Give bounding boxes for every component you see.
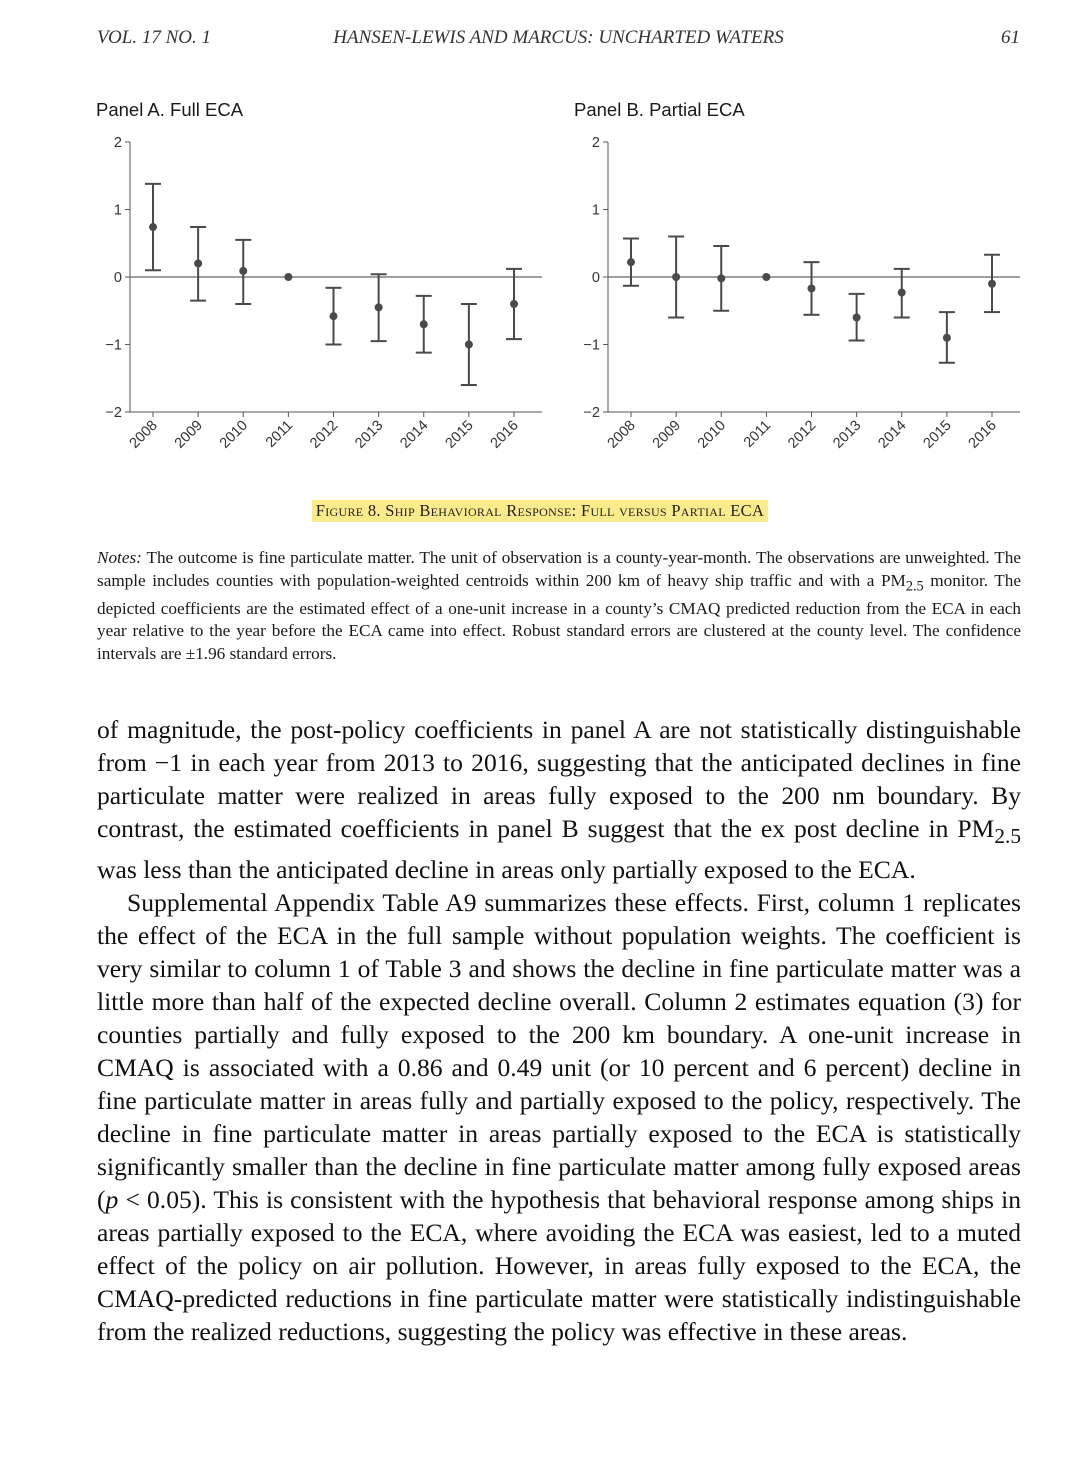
page-number: 61 [1001,27,1020,48]
x-tick-label: 2014 [397,417,432,452]
x-tick-label: 2008 [604,417,639,452]
data-point [627,258,635,266]
y-tick-label: −1 [583,337,600,354]
paragraph-1-subscript: 2.5 [994,824,1021,849]
y-tick-label: −2 [105,405,122,421]
figure-caption: Figure 8. Ship Behavioral Response: Full versus Partial ECA [312,500,768,522]
x-tick-label: 2012 [307,417,342,452]
x-tick-label: 2012 [785,417,820,452]
data-point [762,273,770,281]
paragraph-1 [97,713,1021,886]
data-point [808,284,816,292]
paragraph-2-part-b: 0.05). This is consistent with the hypothesis that behavioral response among ships in areas partially exposed to the ECA, where avoiding the ECA was easiest, led to a muted effect of the policy on air pollution. However, in areas fully exposed to the ECA, the CMAQ-predicted reductions in fine particulate matter were statistically indistinguishable from the realized reductions, suggesting the policy was effective in these areas. [97,1185,1021,1347]
data-point [375,303,383,311]
x-tick-label: 2009 [649,417,684,452]
paragraph-2 [97,886,1021,1348]
x-tick-label: 2014 [875,417,910,452]
paragraph-2-part-a: Supplemental Appendix Table A9 summarizes these effects. First, column 1 replicates the effect of the ECA in the full sample without population weights. The coefficient is very similar to column 1 of Table 3 and shows the decline in fine particulate matter was a little more than half of the expected decline overall. Column 2 estimates equation (3) for counties partially and fully exposed to the 200 km boundary. A one-unit increase in CMAQ is associated with a 0.86 and 0.49 unit (or 10 percent and 6 percent) decline in fine particulate matter in areas fully and partially exposed to the policy, respectively. The decline in fine particulate matter in areas partially exposed to the ECA is statistically significantly smaller than the decline in fine particulate matter among fully exposed areas ( [97,888,1021,1215]
paragraph-1-part-b: was less than the anticipated decline in areas only partially exposed to the ECA. [97,855,916,885]
panel-b-chart [568,90,1038,490]
y-tick-label: −1 [105,337,122,354]
notes-subscript: 2.5 [905,578,924,595]
data-point [330,312,338,320]
data-point [465,341,473,349]
data-point [943,334,951,342]
data-point [988,280,996,288]
data-point [510,300,518,308]
x-tick-label: 2011 [740,417,775,451]
data-point [149,223,157,231]
volume-label: VOL. 17 NO. 1 [97,27,211,48]
notes-text-2: monitor. The depicted coefficients are the estimated effect of a one-unit increase in a county’s CMAQ predicted reduction from the ECA in each year relative to the year before the ECA came into effect. Robust standard errors are clustered at the county level. The confidence intervals are ±1.96 standard errors. [97,570,1021,663]
x-tick-label: 2010 [216,417,252,452]
panel-title: Panel A. Full ECA [96,99,244,120]
panel-a-chart [90,90,560,490]
x-tick-label: 2016 [487,417,522,452]
running-header [97,27,1020,53]
body-text [97,713,1021,1348]
paragraph-1-part-a: of magnitude, the post-policy coefficients in panel A are not statistically distinguishable from −1 in each year from 2013 to 2016, suggesting that the anticipated declines in fine particulate matter were realized in areas fully exposed to the 200 nm boundary. By contrast, the estimated coefficients in panel B suggest that the ex post decline in PM [97,715,1021,843]
data-point [898,289,906,297]
data-point [420,320,428,328]
data-point [239,267,247,275]
y-tick-label: −2 [583,405,600,421]
y-tick-label: 2 [113,135,122,151]
running-title: HANSEN-LEWIS AND MARCUS: UNCHARTED WATERS [333,27,784,48]
p-value-symbol: p [105,1185,119,1215]
notes-label: Notes: [97,548,142,567]
x-tick-label: 2011 [262,417,297,451]
data-point [672,273,680,281]
data-point [717,274,725,282]
panel-title: Panel B. Partial ECA [574,99,745,120]
data-point [194,260,202,268]
x-tick-label: 2015 [442,417,477,452]
y-tick-label: 1 [113,202,122,219]
y-tick-label: 1 [591,202,600,219]
notes-text-1: The outcome is fine particulate matter. The unit of observation is a county-year-month. The observations are unweighted. The sample includes counties with population-weighted centroids within 200 km of heavy ship traffic and with a PM [97,548,1021,590]
x-tick-label: 2016 [965,417,1000,452]
x-tick-label: 2010 [694,417,730,452]
figure-caption-wrap [0,500,1080,522]
x-tick-label: 2015 [920,417,955,452]
data-point [853,314,861,322]
x-tick-label: 2013 [352,417,387,452]
less-than-sign: < [118,1185,147,1215]
y-tick-label: 2 [591,135,600,151]
y-tick-label: 0 [591,270,600,286]
x-tick-label: 2008 [126,417,161,452]
data-point [284,273,292,281]
figure-notes [97,547,1021,665]
y-tick-label: 0 [113,270,122,286]
x-tick-label: 2013 [830,417,865,452]
x-tick-label: 2009 [171,417,206,452]
